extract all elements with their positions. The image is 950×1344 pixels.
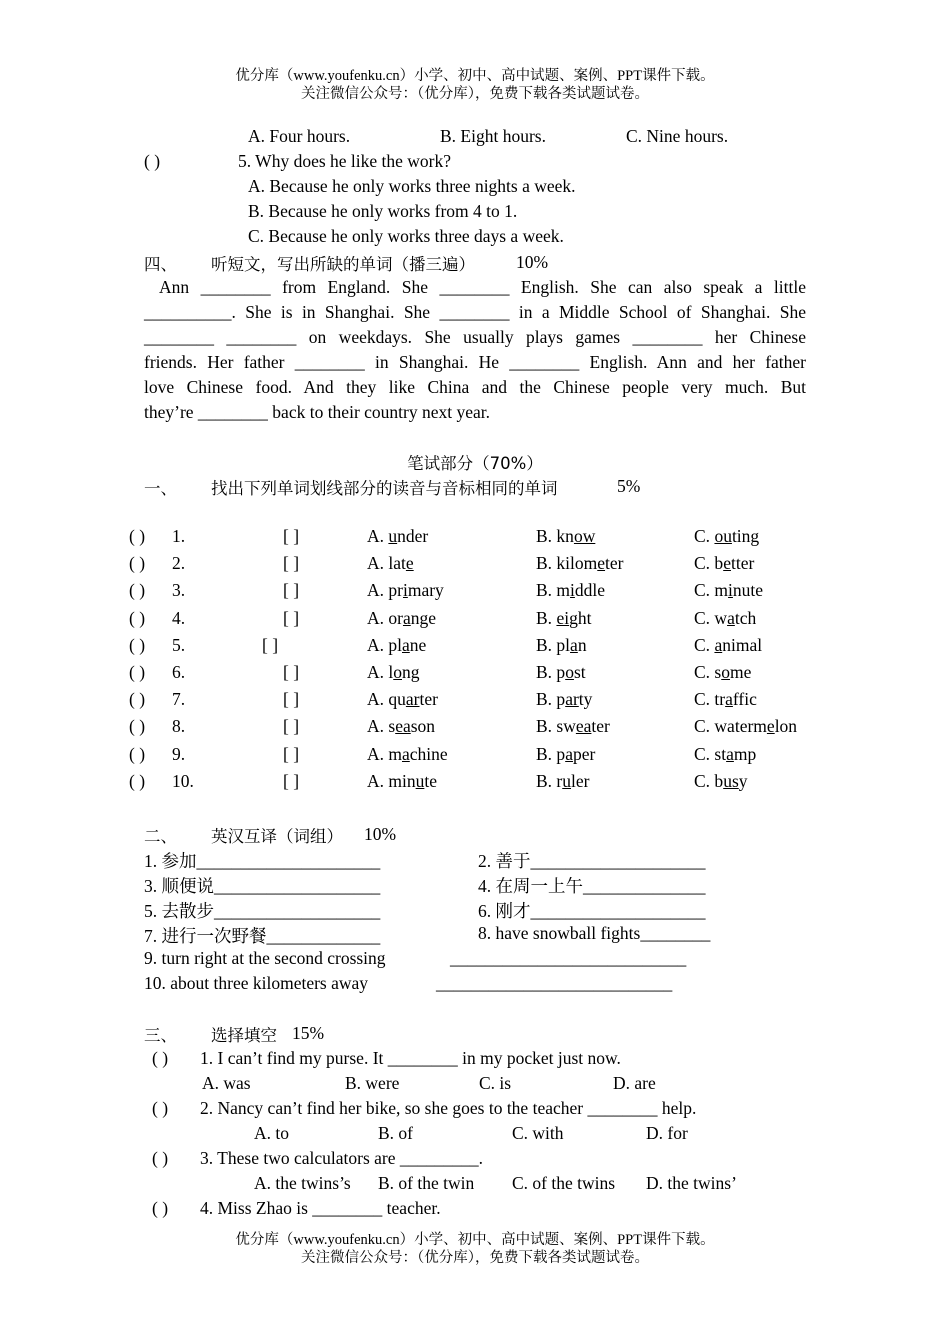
underlined-letters: a [726, 743, 734, 764]
option-text: nge [410, 607, 437, 628]
mc-q2-question: 2. Nancy can’t find her bike, so she goes to the teacher ________ help. [200, 1098, 697, 1118]
translation-item-10: 10. about three kilometers away [144, 973, 369, 993]
option-text: son [410, 716, 436, 737]
mc-q3-option-c: C. of the twins [512, 1173, 616, 1193]
option-text: mary [407, 580, 444, 601]
answer-blank: ( ) [129, 662, 146, 682]
section2-percent: 10% [364, 824, 397, 844]
option-c [694, 635, 762, 656]
phonetic-bracket: [ ] [283, 662, 300, 682]
question-number: 7. [172, 689, 186, 710]
answer-blank: ( ) [129, 770, 146, 791]
option-text: nimal [722, 634, 763, 655]
option-c [694, 662, 751, 683]
option-text: chine [409, 743, 448, 764]
underlined-letters: a [402, 634, 410, 655]
phonetic-question-row [0, 771, 950, 798]
translation-item-6: 6. 刚才____________________ [478, 901, 706, 921]
underlined-letters: e [766, 716, 775, 737]
option-text: n [577, 634, 587, 655]
passage-line: ________ ________ on weekdays. She usually plays games ________ her Chinese [144, 327, 806, 347]
option-b [536, 580, 605, 601]
answer-blank: ( ) [129, 607, 146, 628]
passage-line: friends. Her father ________ in Shanghai. He ________ English. Ann and her father [144, 352, 806, 372]
phonetic-question-row [0, 580, 950, 607]
option-text: C. waterm [694, 716, 767, 737]
underlined-letters: a [402, 607, 411, 628]
option-text: C. b [694, 770, 724, 791]
underlined-letters: u [388, 526, 398, 546]
page-footer-line1: 优分库（www.youfenku.cn）小学、初中、高中试题、案例、PPT课件下载。 [235, 1232, 715, 1248]
phonetic-question-row [0, 716, 950, 743]
q4-option-c: C. Nine hours. [626, 126, 729, 146]
underlined-letters: u [415, 770, 425, 791]
answer-blank: ( ) [129, 634, 146, 655]
option-text: B. p [536, 743, 566, 764]
translation-item-7: 7. 进行一次野餐_____________ [144, 926, 381, 946]
answer-blank: ( ) [129, 526, 146, 546]
phonetic-question-row [0, 689, 950, 716]
option-text: A. pl [367, 634, 402, 655]
option-text: te [424, 770, 438, 791]
section2-number: 二、 [144, 827, 177, 846]
question-number: 8. [172, 716, 186, 737]
option-text: A. lat [367, 553, 406, 574]
question-number: 10. [172, 770, 194, 791]
option-text: A. s [367, 716, 396, 737]
section1-number: 一、 [144, 479, 177, 498]
option-text: C. m [694, 580, 729, 601]
phonetic-bracket: [ ] [283, 553, 300, 574]
option-text: A. [367, 526, 389, 546]
option-text: ddle [574, 580, 606, 601]
option-a [367, 744, 448, 765]
option-c [694, 689, 757, 710]
section1-title: 找出下列单词划线部分的读音与音标相同的单词 [211, 479, 558, 498]
phonetic-bracket: [ ] [262, 634, 279, 655]
option-text: B. pl [536, 634, 571, 655]
option-text: C. w [694, 607, 728, 628]
option-text: B. [536, 607, 557, 628]
written-part-title: 笔试部分（70%） [407, 454, 543, 473]
option-text: C. [694, 526, 715, 546]
option-text: ting [731, 526, 760, 546]
question-number: 9. [172, 743, 186, 764]
answer-blank: ( ) [129, 743, 146, 764]
mc-q1-option-d: D. are [613, 1073, 656, 1093]
answer-blank: ( ) [129, 716, 146, 737]
option-c [694, 716, 797, 737]
option-b [536, 635, 587, 656]
phonetic-question-row [0, 662, 950, 689]
phonetic-bracket: [ ] [283, 607, 300, 628]
section3-number: 三、 [144, 1026, 177, 1045]
underlined-letters: a [725, 689, 733, 710]
mc-q2-option-b: B. of [378, 1123, 413, 1143]
phonetic-question-row [0, 744, 950, 771]
phonetic-bracket: [ ] [283, 716, 300, 737]
mc-q3-option-d: D. the twins’ [646, 1173, 737, 1193]
mc-q1-option-c: C. is [479, 1073, 512, 1093]
translation-item-2: 2. 善于____________________ [478, 851, 706, 871]
option-c [694, 580, 763, 601]
translation-item-9: 9. turn right at the second crossing [144, 948, 386, 968]
option-b [536, 553, 624, 574]
option-text: C. [694, 634, 715, 655]
translation-item-8: 8. have snowball fights________ [478, 923, 711, 943]
option-text: per [572, 743, 596, 764]
underlined-letters: u [562, 770, 571, 791]
answer-blank: ( ) [129, 580, 146, 601]
option-c [694, 744, 756, 765]
underlined-letters: o [393, 662, 402, 682]
listening-passage [144, 275, 806, 425]
option-b [536, 662, 586, 683]
mc-q1-answer-blank: ( ) [152, 1048, 169, 1068]
underlined-letters: o [565, 662, 574, 682]
page-header-line1: 优分库（www.youfenku.cn）小学、初中、高中试题、案例、PPT课件下载。 [235, 68, 715, 84]
underlined-letters: a [565, 743, 573, 764]
phonetic-question-row [0, 526, 950, 553]
mc-q2-option-c: C. with [512, 1123, 564, 1143]
mc-q4-question: 4. Miss Zhao is ________ teacher. [200, 1198, 441, 1218]
option-text: nder [397, 526, 429, 546]
option-text: A. m [367, 743, 402, 764]
option-a [367, 553, 414, 574]
phonetic-bracket: [ ] [283, 770, 300, 791]
mc-q2-option-a: A. to [254, 1123, 289, 1143]
underlined-letters: ea [575, 716, 592, 737]
translation-item-5: 5. 去散步___________________ [144, 901, 381, 921]
option-text: tter [730, 553, 755, 574]
option-text: B. sw [536, 716, 576, 737]
option-text: me [729, 662, 752, 682]
underlined-letters: i [570, 580, 575, 601]
phonetic-question-row [0, 635, 950, 662]
option-a [367, 771, 437, 792]
q5-question: 5. Why does he like the work? [238, 151, 452, 171]
underlined-letters: e [405, 553, 414, 574]
option-text: B. kn [536, 526, 574, 546]
underlined-letters: e [597, 553, 606, 574]
option-text: B. r [536, 770, 563, 791]
section4-number: 四、 [144, 255, 177, 274]
translation-item-10-blank: ___________________________ [436, 973, 673, 993]
option-c [694, 608, 756, 629]
phonetic-question-row [0, 553, 950, 580]
phonetic-bracket: [ ] [283, 526, 300, 546]
underlined-letters: i [728, 580, 733, 601]
translation-item-9-blank: ___________________________ [450, 948, 687, 968]
option-a [367, 716, 435, 737]
phonetic-bracket: [ ] [283, 689, 300, 710]
mc-q3-question: 3. These two calculators are _________. [200, 1148, 483, 1168]
mc-q3-option-b: B. of the twin [378, 1173, 475, 1193]
q5-option-a: A. Because he only works three nights a week. [248, 176, 576, 196]
underlined-letters: ow [573, 526, 596, 546]
mc-q3-option-a: A. the twins’s [254, 1173, 351, 1193]
option-b [536, 744, 595, 765]
option-text: ne [409, 634, 427, 655]
q4-option-b: B. Eight hours. [440, 126, 546, 146]
option-text: B. m [536, 580, 571, 601]
option-a [367, 526, 428, 547]
option-text: ght [569, 607, 592, 628]
option-text: tch [734, 607, 757, 628]
option-b [536, 771, 589, 792]
passage-line: __________. She is in Shanghai. She ________ in a Middle School of Shanghai. She [144, 302, 806, 322]
option-text: ler [571, 770, 590, 791]
underlined-letters: a [402, 743, 410, 764]
q5-option-b: B. Because he only works from 4 to 1. [248, 201, 518, 221]
option-a [367, 580, 444, 601]
section3-percent: 15% [292, 1023, 325, 1043]
underlined-letters: us [723, 770, 739, 791]
question-number: 3. [172, 580, 186, 601]
section3-title: 选择填空 [211, 1026, 277, 1045]
option-a [367, 689, 438, 710]
option-text: ter [605, 553, 624, 574]
option-text: nute [732, 580, 764, 601]
section1-percent: 5% [617, 476, 641, 496]
underlined-letters: ar [405, 689, 420, 710]
passage-line: love Chinese food. And they like China and the Chinese people very much. But [144, 377, 806, 397]
question-number: 5. [172, 634, 186, 655]
option-b [536, 608, 591, 629]
passage-line: Ann ________ from England. She ________ English. She can also speak a little [159, 277, 806, 297]
option-text: A. l [367, 662, 394, 682]
mc-q1-option-b: B. were [345, 1073, 400, 1093]
option-c [694, 771, 748, 792]
option-text: A. min [367, 770, 416, 791]
underlined-letters: ea [395, 716, 411, 737]
underlined-letters: a [727, 607, 735, 628]
option-text: A. pr [367, 580, 403, 601]
passage-line: they’re ________ back to their country next year. [144, 402, 491, 422]
question-number: 2. [172, 553, 186, 574]
mc-q1-question: 1. I can’t find my purse. It ________ in my pocket just now. [200, 1048, 621, 1068]
underlined-letters: e [723, 553, 731, 574]
mc-q2-option-d: D. for [646, 1123, 688, 1143]
mc-q4-answer-blank: ( ) [152, 1198, 169, 1218]
q5-answer-blank: ( ) [144, 151, 161, 171]
option-text: ng [402, 662, 420, 682]
option-text: C. b [694, 553, 724, 574]
option-text: B. kilom [536, 553, 598, 574]
question-number: 6. [172, 662, 186, 682]
underlined-letters: a [714, 634, 723, 655]
option-a [367, 608, 436, 629]
mc-q1-option-a: A. was [202, 1073, 251, 1093]
section4-percent: 10% [516, 252, 549, 272]
option-text: lon [774, 716, 798, 737]
page-footer-line2: 关注微信公众号：（优分库），免费下载各类试题试卷。 [301, 1250, 649, 1266]
option-c [694, 526, 759, 547]
option-text: B. p [536, 689, 566, 710]
option-text: ffic [732, 689, 757, 710]
underlined-letters: ar [565, 689, 579, 710]
underlined-letters: ou [714, 526, 732, 546]
option-c [694, 553, 754, 574]
option-text: ter [419, 689, 438, 710]
option-text: A. qu [367, 689, 406, 710]
answer-blank: ( ) [129, 553, 146, 574]
phonetic-bracket: [ ] [283, 580, 300, 601]
answer-blank: ( ) [129, 689, 146, 710]
option-text: ty [578, 689, 593, 710]
q5-option-c: C. Because he only works three days a week. [248, 226, 564, 246]
option-a [367, 662, 420, 683]
phonetic-bracket: [ ] [283, 743, 300, 764]
page-header-line2: 关注微信公众号：（优分库），免费下载各类试题试卷。 [301, 86, 649, 102]
question-number: 4. [172, 607, 186, 628]
q4-option-a: A. Four hours. [248, 126, 351, 146]
option-b [536, 716, 610, 737]
option-text: A. or [367, 607, 403, 628]
option-text: C. s [694, 662, 722, 682]
option-text: st [573, 662, 586, 682]
section2-title: 英汉互译（词组） [211, 827, 343, 846]
underlined-letters: a [570, 634, 578, 655]
option-b [536, 526, 595, 547]
question-number: 1. [172, 526, 186, 546]
mc-q3-answer-blank: ( ) [152, 1148, 169, 1168]
translation-item-4: 4. 在周一上午______________ [478, 876, 706, 896]
phonetic-question-row [0, 608, 950, 635]
translation-item-3: 3. 顺便说___________________ [144, 876, 381, 896]
option-text: C. st [694, 743, 727, 764]
option-text: ter [591, 716, 610, 737]
translation-item-1: 1. 参加_____________________ [144, 851, 381, 871]
option-a [367, 635, 426, 656]
option-b [536, 689, 592, 710]
mc-q2-answer-blank: ( ) [152, 1098, 169, 1118]
section4-title: 听短文，写出所缺的单词（播三遍） [211, 255, 475, 274]
option-text: mp [733, 743, 757, 764]
underlined-letters: ei [556, 607, 570, 628]
underlined-letters: i [402, 580, 408, 601]
option-text: y [738, 770, 748, 791]
option-text: B. p [536, 662, 566, 682]
option-text: C. tr [694, 689, 726, 710]
underlined-letters: o [721, 662, 730, 682]
